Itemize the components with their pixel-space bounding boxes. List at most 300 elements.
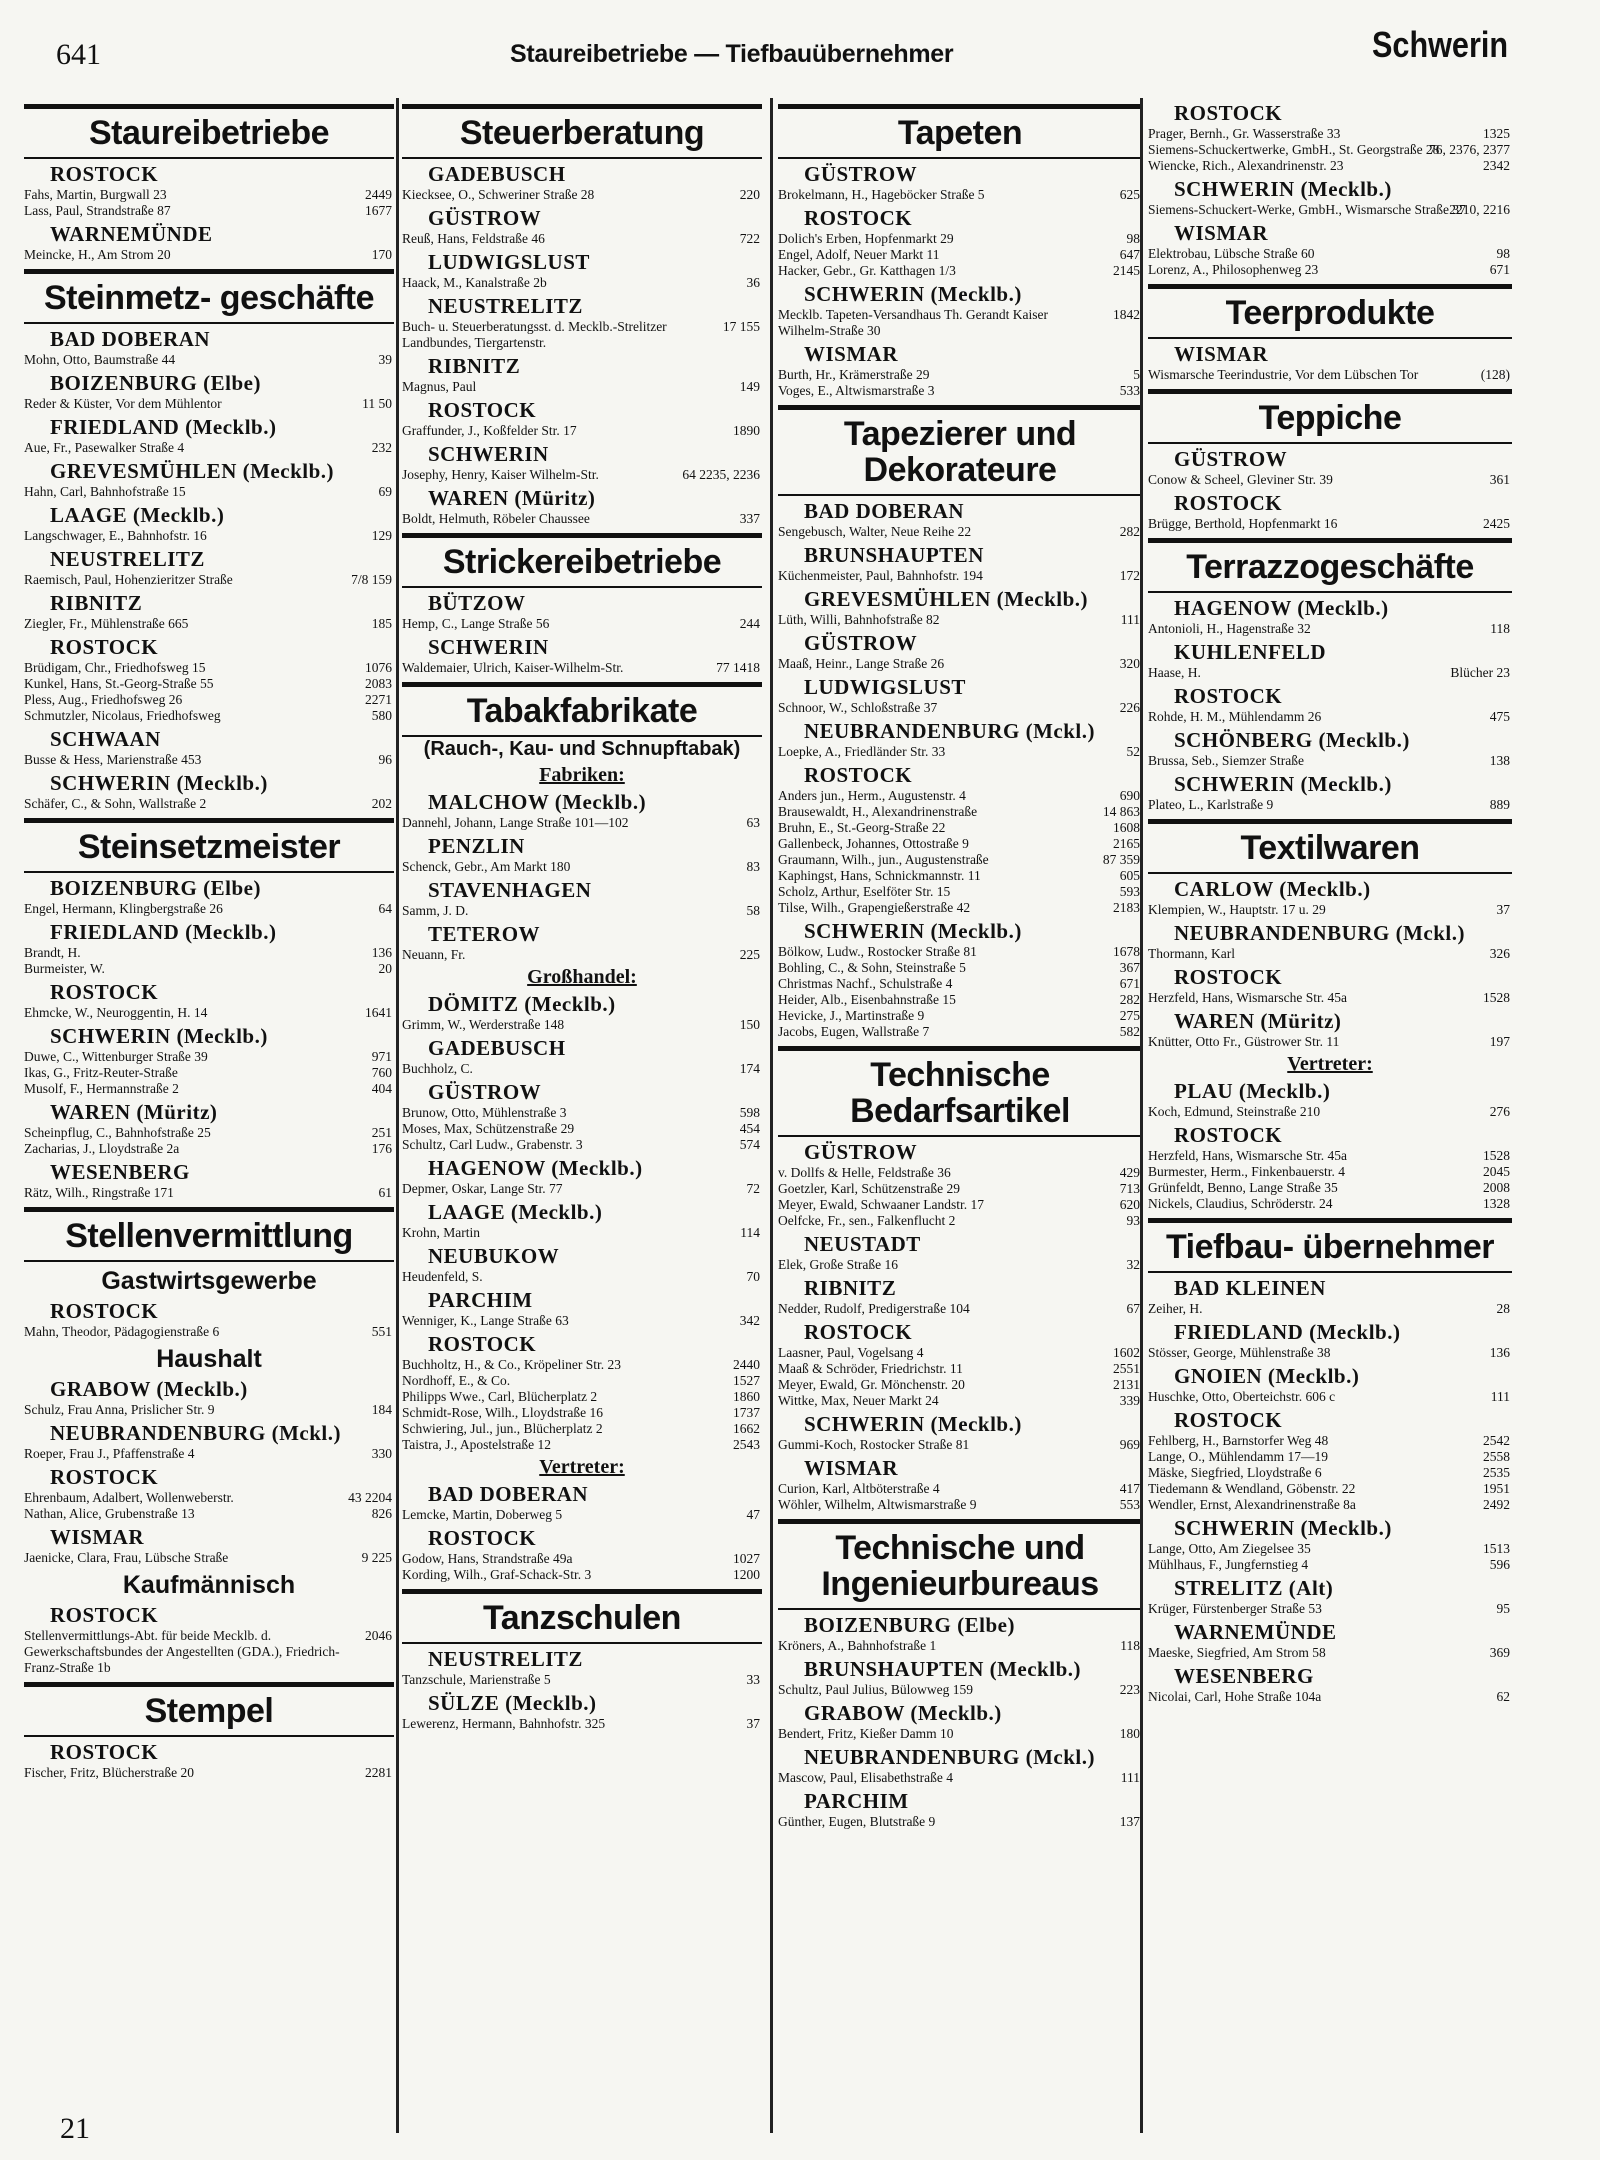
entry-text: Laasner, Paul, Vogelsang 4: [778, 1345, 924, 1360]
city-heading: ROSTOCK: [804, 763, 913, 787]
phone-number: 971: [371, 1049, 392, 1064]
phone-number: 2542: [1483, 1433, 1510, 1448]
phone-number: 1027: [733, 1551, 760, 1566]
city-heading: SCHWERIN: [428, 442, 549, 466]
category-heading: [402, 533, 762, 588]
directory-entry: [402, 903, 762, 919]
directory-entry: [24, 572, 394, 588]
category-heading: [24, 1207, 394, 1262]
entry-text: Buch- u. Steuerberatungsst. d. Mecklb.-Strelitzer Landbundes, Tiergartenstr.: [402, 319, 667, 350]
category-heading: [1148, 538, 1512, 593]
entry-text: Ehrenbaum, Adalbert, Wollenweberstr.: [24, 1490, 234, 1505]
city-heading: ROSTOCK: [1174, 101, 1283, 125]
directory-entry: [778, 367, 1142, 383]
directory-entry: [402, 231, 762, 247]
directory-entry: [1148, 1601, 1512, 1617]
phone-number: 553: [1119, 1497, 1140, 1512]
city-heading: HAGENOW (Mecklb.): [1174, 596, 1389, 620]
directory-entry: [24, 396, 394, 412]
column-divider: [770, 98, 773, 2133]
phone-number: 176: [371, 1141, 392, 1156]
category-title: Steinsetzmeister: [77, 828, 341, 866]
directory-entry: [402, 660, 762, 676]
entry-text: Maaß, Heinr., Lange Straße 26: [778, 656, 945, 671]
directory-entry: [1148, 158, 1512, 174]
city-heading: PARCHIM: [428, 1288, 533, 1312]
directory-entry: [402, 511, 762, 527]
phone-number: 533: [1119, 383, 1140, 398]
phone-number: 111: [1120, 1770, 1140, 1785]
running-title: Staureibetriebe — Tiefbauübernehmer: [510, 40, 954, 68]
directory-entry: [24, 1550, 394, 1566]
entry-text: Christmas Nachf., Schulstraße 4: [778, 976, 953, 991]
directory-entry: [778, 656, 1142, 672]
phone-number: 32: [1126, 1257, 1140, 1272]
directory-entry: [778, 1213, 1142, 1229]
category-title: Staureibetriebe: [88, 114, 330, 152]
entry-text: Fahs, Martin, Burgwall 23: [24, 187, 167, 202]
page-number: 641: [56, 38, 101, 71]
entry-text: Brokelmann, H., Hageböcker Straße 5: [778, 187, 985, 202]
phone-number: 220: [739, 187, 760, 202]
entry-text: Brüdigam, Chr., Friedhofsweg 15: [24, 660, 206, 675]
city-heading: LUDWIGSLUST: [428, 250, 590, 274]
phone-number: 417: [1119, 1481, 1140, 1496]
phone-number: 67: [1126, 1301, 1140, 1316]
entry-text: Duwe, C., Wittenburger Straße 39: [24, 1049, 208, 1064]
entry-text: Wöhler, Wilhelm, Altwismarstraße 9: [778, 1497, 977, 1512]
directory-entry: [778, 1638, 1142, 1654]
phone-number: 95: [1496, 1601, 1510, 1616]
city-heading: LAAGE (Mecklb.): [428, 1200, 603, 1224]
phone-number: 197: [1489, 1034, 1510, 1049]
entry-text: Nicolai, Carl, Hohe Straße 104a: [1148, 1689, 1322, 1704]
entry-text: Ikas, G., Fritz-Reuter-Straße: [24, 1065, 178, 1080]
category-title: Tapezierer und Dekorateure: [843, 415, 1077, 489]
entry-text: v. Dollfs & Helle, Feldstraße 36: [778, 1165, 951, 1180]
entry-text: Haase, H.: [1148, 665, 1201, 680]
directory-entry: [402, 1716, 762, 1732]
directory-entry: [1148, 1034, 1512, 1050]
phone-number: 1737: [733, 1405, 760, 1420]
phone-number: 129: [371, 528, 392, 543]
phone-number: 87 359: [1102, 852, 1140, 867]
phone-number: 2131: [1113, 1377, 1140, 1392]
directory-entry: [402, 1437, 762, 1453]
entry-text: Plateo, L., Karlstraße 9: [1148, 797, 1274, 812]
phone-number: 202: [371, 796, 392, 811]
phone-number: 232: [371, 440, 392, 455]
entry-text: Kaphingst, Hans, Schnickmannstr. 11: [778, 868, 981, 883]
directory-entry: [1148, 709, 1512, 725]
phone-number: 17 155: [722, 319, 760, 334]
phone-number: 2449: [365, 187, 392, 202]
phone-number: 185: [371, 616, 392, 631]
entry-text: Kunkel, Hans, St.-Georg-Straße 55: [24, 676, 214, 691]
phone-number: 149: [739, 379, 760, 394]
city-heading: ROSTOCK: [1174, 1123, 1283, 1147]
category-title: Tapeten: [897, 114, 1023, 152]
entry-text: Meincke, H., Am Strom 20: [24, 247, 171, 262]
city-heading: LUDWIGSLUST: [804, 675, 966, 699]
city-heading: BRUNSHAUPTEN: [804, 543, 984, 567]
phone-number: 69: [378, 484, 392, 499]
phone-number: 713: [1119, 1181, 1140, 1196]
entry-text: Langschwager, E., Bahnhofstr. 16: [24, 528, 207, 543]
directory-entry: [24, 708, 394, 724]
entry-text: Elektrobau, Lübsche Straße 60: [1148, 246, 1315, 261]
city-heading: NEUBRANDENBURG (Mckl.): [1174, 921, 1465, 945]
city-heading: WESENBERG: [1174, 1664, 1314, 1688]
entry-text: Conow & Scheel, Gleviner Str. 39: [1148, 472, 1333, 487]
city-heading: SCHWERIN (Mecklb.): [1174, 177, 1392, 201]
column-divider: [1140, 98, 1143, 2133]
phone-number: 58: [746, 903, 760, 918]
entry-text: Schnoor, W., Schloßstraße 37: [778, 700, 938, 715]
directory-entry: [778, 1770, 1142, 1786]
city-heading: GÜSTROW: [804, 631, 918, 655]
directory-entry: [24, 1402, 394, 1418]
directory-entry: [1148, 1449, 1512, 1465]
city-heading: WAREN (Müritz): [50, 1100, 218, 1124]
category-title: Terrazzogeschäfte: [1186, 548, 1474, 586]
phone-number: 137: [1119, 1814, 1140, 1829]
entry-text: Nathan, Alice, Grubenstraße 13: [24, 1506, 195, 1521]
phone-number: 282: [1119, 524, 1140, 539]
entry-text: Jaenicke, Clara, Frau, Lübsche Straße: [24, 1550, 229, 1565]
city-heading: HAGENOW (Mecklb.): [428, 1156, 643, 1180]
entry-text: Burmester, Herm., Finkenbauerstr. 4: [1148, 1164, 1346, 1179]
directory-entry: [402, 1357, 762, 1373]
directory-entry: [402, 187, 762, 203]
phone-number: 2558: [1483, 1449, 1510, 1464]
directory-entry: [402, 1313, 762, 1329]
directory-entry: [1148, 1196, 1512, 1212]
city-heading: WARNEMÜNDE: [50, 222, 213, 246]
city-heading: ROSTOCK: [1174, 1408, 1283, 1432]
entry-text: Zacharias, J., Lloydstraße 2a: [24, 1141, 180, 1156]
city-heading: WISMAR: [1174, 221, 1269, 245]
entry-text: Burth, Hr., Krämerstraße 29: [778, 367, 930, 382]
city-heading: SÜLZE (Mecklb.): [428, 1691, 597, 1715]
entry-text: Engel, Adolf, Neuer Markt 11: [778, 247, 940, 262]
city-heading: BOIZENBURG (Elbe): [50, 876, 261, 900]
phone-number: 1602: [1113, 1345, 1140, 1360]
directory-entry: [402, 1061, 762, 1077]
directory-entry: [1148, 902, 1512, 918]
category-heading: [1148, 819, 1512, 874]
category-title: Tiefbau- übernehmer: [1165, 1228, 1495, 1266]
city-heading: BAD DOBERAN: [50, 327, 211, 351]
directory-entry: [778, 187, 1142, 203]
phone-number: 620: [1119, 1197, 1140, 1212]
entry-text: Prager, Bernh., Gr. Wasserstraße 33: [1148, 126, 1341, 141]
directory-entry: [778, 568, 1142, 584]
entry-text: Buchholz, C.: [402, 1061, 473, 1076]
city-heading: FRIEDLAND (Mecklb.): [50, 415, 277, 439]
directory-entry: [778, 247, 1142, 263]
phone-number: 39: [378, 352, 392, 367]
entry-text: Wismarsche Teerindustrie, Vor dem Lübschen Tor: [1148, 367, 1419, 382]
phone-number: 2425: [1483, 516, 1510, 531]
entry-text: Depmer, Oskar, Lange Str. 77: [402, 1181, 563, 1196]
phone-number: 150: [739, 1017, 760, 1032]
entry-text: Maeske, Siegfried, Am Strom 58: [1148, 1645, 1326, 1660]
city-heading: BOIZENBURG (Elbe): [804, 1613, 1015, 1637]
city-heading: ROSTOCK: [1174, 684, 1283, 708]
city-heading: ROSTOCK: [1174, 965, 1283, 989]
entry-text: Mecklb. Tapeten-Versandhaus Th. Gerandt Kaiser Wilhelm-Straße 30: [778, 307, 1048, 338]
phone-number: 70: [746, 1269, 760, 1284]
entry-text: Stellenvermittlungs-Abt. für beide Mecklb. d. Gewerkschaftsbundes der Angestellten (GDA.), Friedrich-Franz-Straße 1b: [24, 1628, 340, 1675]
phone-number: Blücher 23: [1450, 665, 1510, 680]
category-title: Tanzschulen: [483, 1599, 681, 1637]
phone-number: 2210, 2216: [1449, 202, 1510, 217]
directory-entry: [1148, 1301, 1512, 1317]
phone-number: 251: [371, 1125, 392, 1140]
directory-entry: [1148, 1541, 1512, 1557]
entry-text: Engel, Hermann, Klingbergstraße 26: [24, 901, 223, 916]
phone-number: 111: [1490, 1389, 1510, 1404]
entry-text: Dolich's Erben, Hopfenmarkt 29: [778, 231, 954, 246]
entry-text: Graffunder, J., Koßfelder Str. 17: [402, 423, 577, 438]
directory-entry: [1148, 1345, 1512, 1361]
directory-entry: [778, 1814, 1142, 1830]
subcategory-heading: Kaufmännisch: [122, 1571, 296, 1599]
phone-number: 1951: [1483, 1481, 1510, 1496]
phone-number: 184: [371, 1402, 392, 1417]
entry-text: Lemcke, Martin, Doberweg 5: [402, 1507, 563, 1522]
entry-text: Ziegler, Fr., Mühlenstraße 665: [24, 616, 189, 631]
directory-entry: [1148, 246, 1512, 262]
city-heading: SCHWERIN: [428, 635, 549, 659]
directory-entry: [1148, 262, 1512, 278]
phone-number: 1527: [733, 1373, 760, 1388]
entry-text: Tiedemann & Wendland, Göbenstr. 22: [1148, 1481, 1356, 1496]
directory-entry: [1148, 1689, 1512, 1705]
directory-entry: [402, 947, 762, 963]
directory-entry: [24, 616, 394, 632]
category-title: Stellenvermittlung: [65, 1217, 353, 1255]
entry-text: Klempien, W., Hauptstr. 17 u. 29: [1148, 902, 1326, 917]
entry-text: Lewerenz, Hermann, Bahnhofstr. 325: [402, 1716, 606, 1731]
category-title: Stempel: [144, 1692, 274, 1730]
directory-entry: [778, 1393, 1142, 1409]
entry-text: Gallenbeck, Johannes, Ottostraße 9: [778, 836, 969, 851]
city-heading: GÜSTROW: [804, 1140, 918, 1164]
footer-number: 21: [60, 2112, 90, 2145]
phone-number: 174: [739, 1061, 760, 1076]
directory-entry: [1148, 621, 1512, 637]
directory-entry: [1148, 797, 1512, 813]
entry-text: Raemisch, Paul, Hohenzieritzer Straße: [24, 572, 233, 587]
phone-number: 1662: [733, 1421, 760, 1436]
directory-entry: [402, 1389, 762, 1405]
directory-entry: [1148, 1481, 1512, 1497]
directory-entry: [778, 836, 1142, 852]
city-heading: RIBNITZ: [428, 354, 521, 378]
phone-number: 83: [746, 859, 760, 874]
city-heading: ROSTOCK: [804, 206, 913, 230]
directory-entry: [24, 1141, 394, 1157]
directory-entry: [402, 1225, 762, 1241]
directory-entry: [1148, 1645, 1512, 1661]
phone-number: 1528: [1483, 1148, 1510, 1163]
category-title: Steuerberatung: [459, 114, 705, 152]
directory-entry: [778, 992, 1142, 1008]
entry-text: Buchholtz, H., & Co., Kröpeliner Str. 23: [402, 1357, 621, 1372]
entry-text: Siemens-Schuckertwerke, GmbH., St. Georgstraße 28: [1148, 142, 1440, 157]
entry-text: Musolf, F., Hermannstraße 2: [24, 1081, 179, 1096]
category-title: Tabakfabrikate: [466, 692, 698, 730]
phone-number: 337: [739, 511, 760, 526]
entry-text: Schultz, Carl Ludw., Grabenstr. 3: [402, 1137, 583, 1152]
phone-number: 671: [1119, 976, 1140, 991]
running-city: Schwerin: [1371, 24, 1508, 65]
directory-entry: [778, 820, 1142, 836]
directory-entry: [402, 379, 762, 395]
entry-text: Mühlhaus, F., Jungfernstieg 4: [1148, 1557, 1309, 1572]
entry-text: Gummi-Koch, Rostocker Straße 81: [778, 1437, 970, 1452]
entry-text: Magnus, Paul: [402, 379, 477, 394]
phone-number: 14 863: [1102, 804, 1140, 819]
directory-entry: [24, 676, 394, 692]
city-heading: WESENBERG: [50, 1160, 190, 1184]
city-heading: NEUBRANDENBURG (Mckl.): [804, 1745, 1095, 1769]
entry-text: Reder & Küster, Vor dem Mühlentor: [24, 396, 222, 411]
city-heading: ROSTOCK: [50, 980, 159, 1004]
city-heading: MALCHOW (Mecklb.): [428, 790, 647, 814]
phone-number: 28: [1496, 1301, 1510, 1316]
city-heading: BAD DOBERAN: [428, 1482, 589, 1506]
entry-text: Lange, O., Mühlendamm 17—19: [1148, 1449, 1328, 1464]
city-heading: GÜSTROW: [428, 1080, 542, 1104]
phone-number: 1641: [365, 1005, 392, 1020]
phone-number: 136: [371, 945, 392, 960]
city-heading: GRABOW (Mecklb.): [804, 1701, 1002, 1725]
entry-text: Waldemaier, Ulrich, Kaiser-Wilhelm-Str.: [402, 660, 624, 675]
phone-number: 339: [1119, 1393, 1140, 1408]
entry-text: Loepke, A., Friedländer Str. 33: [778, 744, 946, 759]
city-heading: WARNEMÜNDE: [1174, 1620, 1337, 1644]
directory-entry: [1148, 1104, 1512, 1120]
phone-number: 1677: [365, 203, 392, 218]
city-heading: RIBNITZ: [50, 591, 143, 615]
entry-text: Bölkow, Ludw., Rostocker Straße 81: [778, 944, 977, 959]
phone-number: 320: [1119, 656, 1140, 671]
directory-entry: [778, 900, 1142, 916]
phone-number: 138: [1489, 753, 1510, 768]
directory-entry: [778, 1165, 1142, 1181]
phone-number: 7/8 159: [351, 572, 392, 587]
directory-entry: [778, 1682, 1142, 1698]
entry-text: Nedder, Rudolf, Predigerstraße 104: [778, 1301, 970, 1316]
phone-number: 2145: [1113, 263, 1140, 278]
directory-entry: [402, 1269, 762, 1285]
phone-number: 33: [746, 1672, 760, 1687]
city-heading: TETEROW: [428, 922, 541, 946]
city-heading: NEUBRANDENBURG (Mckl.): [50, 1421, 341, 1445]
phone-number: 605: [1119, 868, 1140, 883]
phone-number: 5: [1133, 367, 1140, 382]
category-title: Textilwaren: [1240, 829, 1420, 867]
city-heading: BÜTZOW: [428, 591, 526, 615]
directory-entry: [778, 263, 1142, 279]
phone-number: 37: [746, 1716, 760, 1731]
entry-text: Lange, Otto, Am Ziegelsee 35: [1148, 1541, 1311, 1556]
phone-number: 61: [378, 1185, 392, 1200]
entry-text: Voges, E., Altwismarstraße 3: [778, 383, 935, 398]
category-heading: [24, 104, 394, 159]
subcategory-heading: Gastwirtsgewerbe: [101, 1267, 317, 1295]
entry-text: Kiecksee, O., Schweriner Straße 28: [402, 187, 595, 202]
entry-text: Grünfeldt, Benno, Lange Straße 35: [1148, 1180, 1338, 1195]
phone-number: 77 1418: [716, 660, 760, 675]
directory-entry: [778, 1345, 1142, 1361]
directory-entry: [1148, 1433, 1512, 1449]
category-heading: [1148, 284, 1512, 339]
city-heading: ROSTOCK: [50, 1603, 159, 1627]
directory-entry: [24, 1765, 394, 1781]
city-heading: SCHÖNBERG (Mecklb.): [1174, 728, 1410, 752]
entry-text: Jacobs, Eugen, Wallstraße 7: [778, 1024, 930, 1039]
phone-number: 2045: [1483, 1164, 1510, 1179]
phone-number: 114: [740, 1225, 760, 1240]
directory-entry: [778, 1361, 1142, 1377]
directory-entry: [24, 528, 394, 544]
directory-entry: [778, 612, 1142, 628]
category-heading: [1148, 1218, 1512, 1273]
directory-entry: [24, 1125, 394, 1141]
entry-text: Bruhn, E., St.-Georg-Straße 22: [778, 820, 946, 835]
entry-text: Godow, Hans, Strandstraße 49a: [402, 1551, 573, 1566]
directory-entry: [778, 804, 1142, 820]
column-divider: [396, 98, 399, 2133]
directory-entry: [778, 1181, 1142, 1197]
entry-text: Tilse, Wilh., Grapengießerstraße 42: [778, 900, 971, 915]
phone-number: 551: [371, 1324, 392, 1339]
entry-text: Krohn, Martin: [402, 1225, 480, 1240]
phone-number: 275: [1119, 1008, 1140, 1023]
city-heading: WISMAR: [1174, 342, 1269, 366]
directory-entry: [24, 1446, 394, 1462]
directory-entry: [1148, 1557, 1512, 1573]
entry-text: Schultz, Paul Julius, Bülowweg 159: [778, 1682, 973, 1697]
phone-number: 11 50: [362, 396, 392, 411]
directory-entry: [24, 901, 394, 917]
directory-entry: [402, 1567, 762, 1583]
city-heading: PENZLIN: [428, 834, 525, 858]
city-heading: GADEBUSCH: [428, 162, 566, 186]
entry-text: Bendert, Fritz, Kießer Damm 10: [778, 1726, 954, 1741]
phone-number: 580: [371, 708, 392, 723]
directory-entry: [778, 868, 1142, 884]
directory-entry: [778, 960, 1142, 976]
entry-text: Elek, Große Straße 16: [778, 1257, 898, 1272]
directory-entry: [402, 467, 762, 483]
entry-text: Josephy, Henry, Kaiser Wilhelm-Str.: [402, 467, 599, 482]
category-heading: [402, 682, 762, 737]
directory-entry: [24, 187, 394, 203]
entry-text: Lass, Paul, Strandstraße 87: [24, 203, 171, 218]
phone-number: 1200: [733, 1567, 760, 1582]
entry-text: Brausewaldt, H., Alexandrinenstraße: [778, 804, 978, 819]
phone-number: 647: [1119, 247, 1140, 262]
entry-text: Roeper, Frau J., Pfaffenstraße 4: [24, 1446, 195, 1461]
entry-text: Brandt, H.: [24, 945, 81, 960]
city-heading: KUHLENFELD: [1174, 640, 1327, 664]
directory-entry: [402, 1017, 762, 1033]
